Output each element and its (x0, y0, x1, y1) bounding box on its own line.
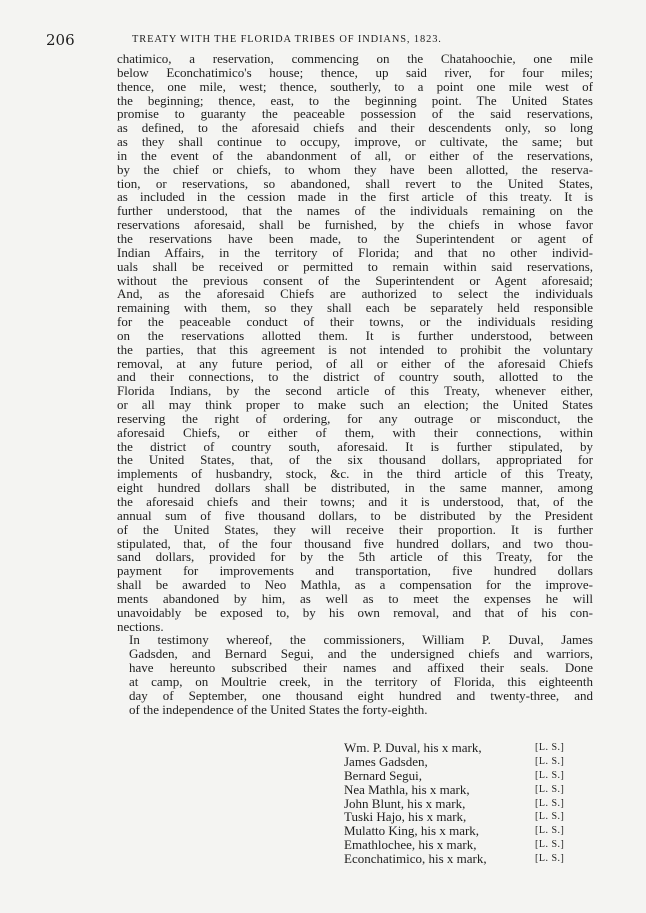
text-line: annual sum of five thousand dollars, to be distributed by the President (117, 507, 593, 523)
seal-mark: [L. S.] (535, 742, 565, 753)
text-line: further understood, that the names of the individuals remaining on the (117, 203, 593, 219)
text-line: without the previous consent of the Superintendent or Agent aforesaid; (117, 272, 593, 288)
text-line: at camp, on Moultrie creek, in the territory of Florida, this eighteenth (129, 673, 593, 689)
signature-row (344, 810, 584, 824)
text-line: and their connections, to the district of country south, allotted to the (117, 369, 593, 385)
text-line: nections. (117, 618, 164, 634)
signatory-name: Tuski Hajo, his x mark, (344, 809, 467, 825)
signatory-name: James Gadsden, (344, 753, 428, 769)
seal-mark: [L. S.] (535, 755, 565, 767)
paragraph-provisions (117, 52, 593, 633)
text-line: thence, one mile, west; thence, southerly, to a point one mile west of (117, 78, 593, 94)
text-line: In testimony whereof, the commissioners, William P. Duval, James (129, 632, 593, 648)
text-line: reserving the right of ordering, for any outrage or misconduct, the (117, 410, 593, 426)
text-line: tion, or reservations, so abandoned, shall revert to the United States, (117, 175, 593, 191)
text-line: have hereunto subscribed their names and affixed their seals. Done (129, 660, 593, 676)
signatory-name: Wm. P. Duval, his x mark, (344, 740, 482, 755)
signatory-name: Econchatimico, his x mark, (344, 851, 487, 867)
signature-row (344, 838, 584, 852)
text-line: the aforesaid chiefs and their towns; and it is understood, that, of the (117, 494, 593, 509)
signatory-name: John Blunt, his x mark, (344, 795, 466, 811)
seal-mark: [L. S.] (535, 853, 565, 865)
text-line: Indian Affairs, in the territory of Florida; and that no other individ- (117, 244, 593, 260)
text-line: ments abandoned by him, as well as to meet the expenses he will (117, 590, 593, 606)
text-line: as defined, to the aforesaid chiefs and their descendents only, so long (117, 120, 593, 136)
text-line: in the event of the abandonment of all, or either of the reservations, (117, 147, 593, 163)
text-line: payment for improvements and transportation, five hundred dollars (117, 563, 593, 579)
text-line: And, as the aforesaid Chiefs are authorized to select the individuals (117, 286, 593, 302)
text-line: the district of country south, aforesaid. It is further stipulated, by (117, 438, 593, 454)
text-line: implements of husbandry, stock, &c. in the third article of this Treaty, (117, 466, 593, 482)
signature-row (344, 755, 584, 769)
text-line: as included in the cession made in the first article of this treaty. It is (117, 189, 593, 205)
text-line: eight hundred dollars shall be distributed, in the same manner, among (117, 480, 593, 496)
text-line: aforesaid Chiefs, or either of them, with their connections, within (117, 424, 593, 440)
text-line: the parties, that this agreement is not intended to prohibit the voluntary (117, 341, 593, 357)
signatory-name: Emathlochee, his x mark, (344, 837, 477, 853)
text-line: below Econchatimico's house; thence, up said river, for four miles; (117, 64, 593, 80)
signature-row (344, 797, 584, 811)
seal-mark: [L. S.] (535, 825, 565, 837)
text-line: reservations aforesaid, shall be furnished, by the chiefs in whose favor (117, 217, 593, 233)
text-line: uals shall be received or permitted to remain within said reservations, (117, 258, 593, 274)
text-line: on the reservations allotted them. It is further understood, between (117, 327, 593, 343)
text-line: or all may think proper to make such an election; the United States (117, 397, 593, 413)
text-line: of the independence of the United States the forty-eighth. (129, 701, 428, 717)
signature-row (344, 824, 584, 838)
text-line: removal, at any future period, of all or either of the aforesaid Chiefs (117, 355, 593, 371)
seal-mark: [L. S.] (535, 797, 565, 809)
text-line: of the United States, they will receive their proportion. It is further (117, 521, 593, 537)
text-line: the reservations have been made, to the Superintendent or agent of (117, 230, 593, 246)
text-line: unavoidably be exposed to, by his own removal, and that of his con- (117, 604, 593, 620)
text-line: as they shall continue to occupy, improve, or cultivate, the same; but (117, 134, 593, 150)
text-line: stipulated, that, of the four thousand five hundred dollars, and two thou- (117, 535, 593, 551)
text-line: the United States, that, of the six thousand dollars, appropriated for (117, 452, 593, 468)
text-line: promise to guaranty the peaceable possession of the said reservations, (117, 106, 593, 122)
signatory-name: Nea Mathla, his x mark, (344, 781, 470, 797)
signature-block (344, 741, 584, 866)
page-number: 206 (46, 31, 75, 49)
seal-mark: [L. S.] (535, 783, 565, 795)
seal-mark: [L. S.] (535, 769, 565, 781)
signatory-name: Mulatto King, his x mark, (344, 823, 480, 839)
text-line: sand dollars, provided for by the 5th article of this Treaty, for the (117, 549, 593, 565)
text-line: for the peaceable conduct of their towns, or the individuals residing (117, 314, 593, 330)
signature-row (344, 741, 584, 755)
running-head: TREATY WITH THE FLORIDA TRIBES OF INDIANS, 1823. (132, 34, 442, 45)
text-line: remaining with them, so they shall each be separately held responsible (117, 300, 593, 316)
seal-mark: [L. S.] (535, 839, 565, 851)
paragraph-testimony (117, 633, 593, 716)
signatory-name: Bernard Segui, (344, 767, 422, 783)
treaty-text (117, 52, 593, 717)
signature-row (344, 769, 584, 783)
signature-row (344, 852, 584, 866)
text-line: by the chief or chiefs, to whom they have been allotted, the reserva- (117, 161, 593, 177)
text-line: Florida Indians, by the second article of this Treaty, whenever either, (117, 383, 593, 399)
text-line: shall be awarded to Neo Mathla, as a compensation for the improve- (117, 577, 593, 593)
signature-row (344, 783, 584, 797)
text-line: chatimico, a reservation, commencing on the Chatahoochie, one mile (117, 51, 593, 66)
text-line: the beginning; thence, east, to the beginning point. The United States (117, 92, 593, 108)
text-line: Gadsden, and Bernard Segui, and the undersigned chiefs and warriors, (129, 646, 593, 662)
page-header (46, 31, 616, 51)
text-line: day of September, one thousand eight hundred and twenty-three, and (129, 687, 593, 703)
seal-mark: [L. S.] (535, 811, 565, 823)
